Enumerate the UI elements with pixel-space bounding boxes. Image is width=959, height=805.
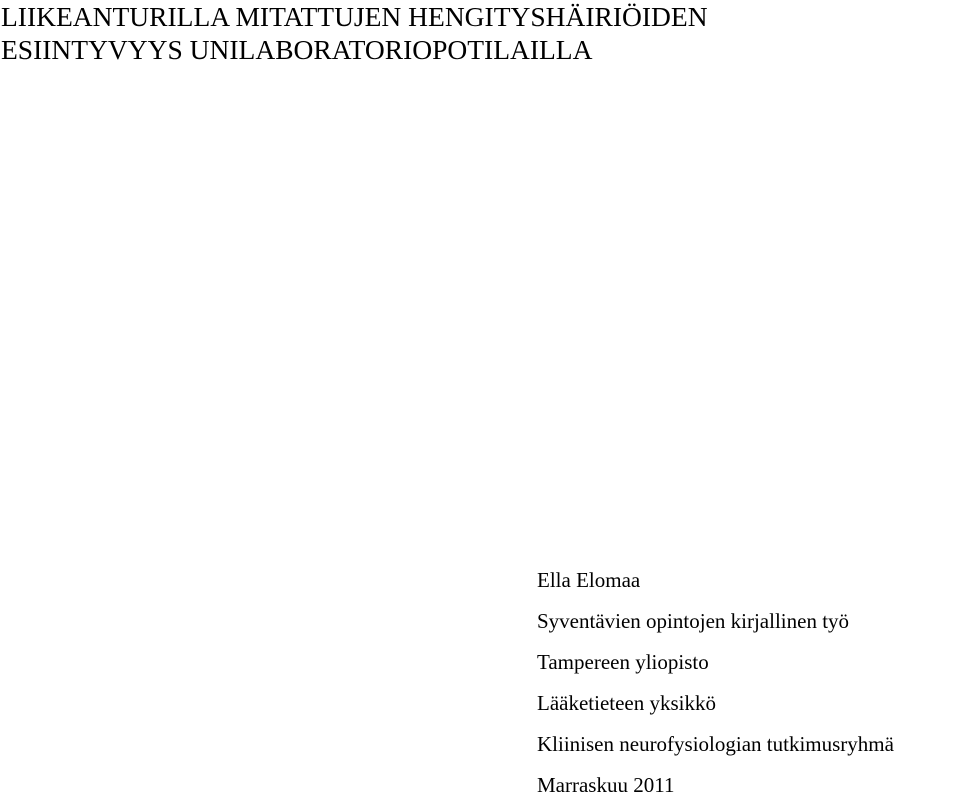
publication-date: Marraskuu 2011 <box>537 773 675 797</box>
title-line-2: ESIINTYVYYS UNILABORATORIOPOTILAILLA <box>1 34 593 65</box>
title-page-info <box>537 566 894 799</box>
author-name: Ella Elomaa <box>537 568 641 592</box>
research-group: Kliinisen neurofysiologian tutkimusryhmä <box>537 732 894 756</box>
document-title <box>1 0 708 66</box>
work-type: Syventävien opintojen kirjallinen työ <box>537 609 850 633</box>
university-name: Tampereen yliopisto <box>537 650 709 674</box>
faculty-name: Lääketieteen yksikkö <box>537 691 717 715</box>
title-line-1: LIIKEANTURILLA MITATTUJEN HENGITYSHÄIRIÖIDEN <box>1 1 708 32</box>
